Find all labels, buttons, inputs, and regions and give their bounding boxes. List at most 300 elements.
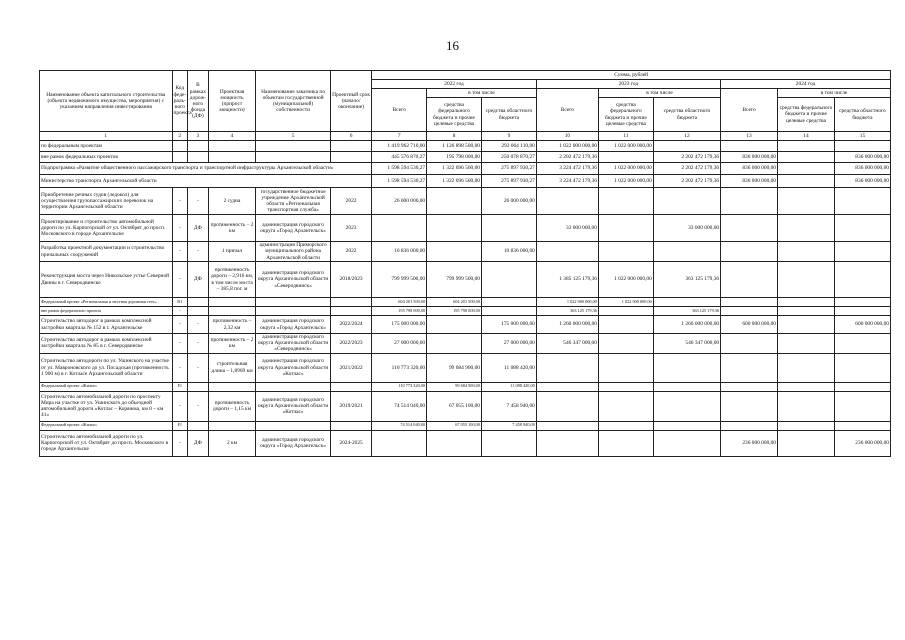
row-amount: 99 684 900,00 (427, 353, 482, 382)
row-code: F1 (172, 421, 188, 430)
row-amount (778, 163, 835, 175)
row-amount (834, 307, 890, 316)
row-amount (598, 382, 653, 391)
row-dfp: - (188, 316, 209, 334)
budget-table (39, 70, 891, 457)
table-header (40, 71, 891, 141)
row-code (172, 141, 188, 152)
header-term: Проектный срок (начало/ окончание) (330, 71, 371, 132)
row-amount (778, 430, 835, 456)
row-amount (653, 141, 720, 152)
row-term (330, 152, 371, 163)
row-amount: 799 999 500,00 (427, 262, 482, 298)
row-capacity: 2 км (208, 430, 256, 456)
row-code: F1 (172, 382, 188, 391)
header-incl-2024: в том числе (778, 89, 891, 98)
row-term: 2023 (330, 215, 371, 242)
table-row (40, 353, 891, 382)
row-term: 2022 (330, 188, 371, 215)
row-amount: 275 897 930,27 (481, 163, 536, 175)
row-amount (834, 421, 890, 430)
header-year-2024: 2024 год (721, 80, 891, 89)
row-amount (721, 307, 778, 316)
row-amount: 26 000 000,00 (481, 188, 536, 215)
row-amount: 33 000 000,00 (536, 215, 598, 242)
row-amount: 175 000 000,00 (481, 316, 536, 334)
row-amount: 195 798 000,00 (427, 307, 482, 316)
row-amount (598, 242, 653, 262)
row-term: 2018/2023 (330, 262, 371, 298)
row-amount: 546 347 000,00 (653, 334, 720, 354)
row-amount (481, 307, 536, 316)
row-amount (778, 382, 835, 391)
row-amount: 363 125 179,36 (536, 307, 598, 316)
row-amount: 445 576 870,27 (372, 152, 427, 163)
row-amount (598, 316, 653, 334)
row-amount: 74 514 040,00 (372, 421, 427, 430)
row-amount (834, 242, 890, 262)
row-amount (778, 307, 835, 316)
row-amount: 1 322 696 500,00 (427, 163, 482, 175)
row-amount (481, 298, 536, 307)
row-amount: 195 798 000,00 (372, 307, 427, 316)
row-amount (481, 262, 536, 298)
row-code: - (172, 262, 188, 298)
row-code: - (172, 242, 188, 262)
row-customer (256, 307, 331, 316)
row-amount (536, 382, 598, 391)
row-customer: администрация городского округа «Город Архангельск» (256, 215, 331, 242)
row-dfp (188, 152, 209, 163)
row-capacity: протяженность – 2 км (208, 334, 256, 354)
row-code: - (172, 391, 188, 421)
row-amount: 74 514 040,00 (372, 391, 427, 421)
table-row (40, 141, 891, 152)
row-amount (721, 262, 778, 298)
row-term: 2022/2024 (330, 316, 371, 334)
table-subrow (40, 307, 891, 316)
row-amount: 836 000 000,00 (721, 175, 778, 188)
row-dfp: - (188, 188, 209, 215)
column-number: 14 (778, 132, 835, 141)
row-amount (653, 430, 720, 456)
row-amount: 293 064 110,00 (481, 141, 536, 152)
row-name: по федеральным проектам (40, 141, 173, 152)
row-amount: 110 773 320,00 (372, 353, 427, 382)
row-name: Строительство автодорог в рамках комплексной застройки квартала № 152 в г. Архангельске (40, 316, 173, 334)
column-number: 5 (256, 132, 331, 141)
row-name: вне рамок федеральных проектов (40, 152, 173, 163)
row-capacity (208, 382, 256, 391)
row-amount: 1 598 594 530,27 (372, 175, 427, 188)
row-term: 2019/2021 (330, 391, 371, 421)
table-row (40, 262, 891, 298)
row-amount (536, 391, 598, 421)
row-capacity (208, 298, 256, 307)
row-term (330, 421, 371, 430)
row-amount (834, 262, 890, 298)
row-amount (834, 391, 890, 421)
row-amount: 836 000 000,00 (834, 163, 890, 175)
row-amount (427, 188, 482, 215)
row-amount (653, 421, 720, 430)
row-code: - (172, 188, 188, 215)
row-amount: 836 000 000,00 (721, 163, 778, 175)
row-amount (834, 353, 890, 382)
row-amount: 1 022 000 000,00 (598, 175, 653, 188)
row-term (330, 141, 371, 152)
row-amount: 27 000 000,00 (372, 334, 427, 354)
row-dfp: - (188, 391, 209, 421)
row-amount: 836 000 000,00 (834, 175, 890, 188)
table-row (40, 391, 891, 421)
column-number: 1 (40, 132, 173, 141)
row-customer (256, 298, 331, 307)
row-amount: 27 000 000,00 (481, 334, 536, 354)
row-amount (778, 334, 835, 354)
row-amount: 195 798 000,00 (427, 152, 482, 163)
row-capacity: протяженность – 2,32 км (208, 316, 256, 334)
row-amount (427, 316, 482, 334)
row-amount (778, 353, 835, 382)
row-term (330, 298, 371, 307)
row-amount (598, 307, 653, 316)
row-dfp: - (188, 242, 209, 262)
row-amount: 275 897 930,27 (481, 175, 536, 188)
row-amount: 110 773 320,00 (372, 382, 427, 391)
row-amount (778, 152, 835, 163)
row-amount: 11 088 420,00 (481, 353, 536, 382)
row-dfp: ДФ (188, 215, 209, 242)
header-total-2022: Всего (372, 89, 427, 132)
row-amount: 1 260 000 000,00 (653, 316, 720, 334)
row-amount: 33 000 000,00 (653, 215, 720, 242)
row-amount: 11 088 420,00 (481, 382, 536, 391)
row-amount (653, 353, 720, 382)
header-incl-2023: в том числе (598, 89, 720, 98)
row-name: вне рамок федерального проекта (40, 307, 173, 316)
row-code: - (172, 334, 188, 354)
row-amount: 1 385 125 179,36 (536, 262, 598, 298)
column-number: 10 (536, 132, 598, 141)
row-code: - (172, 353, 188, 382)
row-name: Подпрограмма «Развитие общественного пассажирского транспорта и транспортной инфраструктуры Архангельской области» (40, 163, 372, 175)
row-capacity: строительная длина – 1,8969 км (208, 353, 256, 382)
header-fed-2022: средства федерального бюджета и прочие целевые средства (427, 98, 482, 132)
row-name: Федеральный проект «Жилье» (40, 421, 173, 430)
row-amount: 99 684 900,00 (427, 382, 482, 391)
row-amount: 236 000 000,00 (834, 430, 890, 456)
header-fed-2024: средства федерального бюджета и прочие целевые средства (778, 98, 835, 132)
row-amount: 1 022 000 000,00 (598, 141, 653, 152)
row-dfp (188, 382, 209, 391)
row-amount: 546 347 000,00 (536, 334, 598, 354)
table-row (40, 316, 891, 334)
row-term: 2021/2022 (330, 353, 371, 382)
row-amount (778, 298, 835, 307)
row-amount: 2 202 472 179,36 (653, 175, 720, 188)
row-name: Строительство автомобильной дороги по проспекту Мира на участке от ул. Ушинского до объездной автомобильной дороги «Котлас – Коряжма, км 0 – км 41» (40, 391, 173, 421)
row-dfp: ДФ (188, 430, 209, 456)
row-amount (778, 188, 835, 215)
header-dfp: В рамках дорож-ного фонда (ДФ) (188, 71, 209, 132)
row-amount (834, 382, 890, 391)
table-row (40, 152, 891, 163)
row-code: - (172, 316, 188, 334)
table-subrow (40, 382, 891, 391)
row-customer: администрация Приморского муниципального района Архангельской области (256, 242, 331, 262)
row-name: Строительство автомобильной дороги по ул. Карпогорской от ул. Октябрят до просп. Московского в городе Архангельске (40, 430, 173, 456)
column-number: 15 (834, 132, 890, 141)
row-capacity: 2 судна (208, 188, 256, 215)
row-amount (536, 430, 598, 456)
table-row (40, 163, 891, 175)
row-amount (372, 430, 427, 456)
row-customer: администрация городского округа Архангельской области «Северодвинск» (256, 334, 331, 354)
row-amount: 1 022 000 000,00 (598, 262, 653, 298)
row-amount: 1 598 594 530,27 (372, 163, 427, 175)
row-amount (481, 430, 536, 456)
row-code: - (172, 307, 188, 316)
row-amount: 1 419 962 710,00 (372, 141, 427, 152)
row-amount (536, 421, 598, 430)
row-amount: 363 125 179,36 (653, 262, 720, 298)
row-amount: 604 201 500,00 (427, 298, 482, 307)
row-amount: 1 126 898 500,00 (427, 141, 482, 152)
row-amount (778, 391, 835, 421)
row-amount: 600 000 000,00 (721, 316, 778, 334)
row-customer: администрация городского округа Архангельской области «Северодвинск» (256, 262, 331, 298)
row-amount: 7 458 940,00 (481, 421, 536, 430)
row-capacity (208, 152, 256, 163)
row-amount: 250 078 870,27 (481, 152, 536, 163)
row-term: 2024-2025 (330, 430, 371, 456)
header-incl-2022: в том числе (427, 89, 537, 98)
row-dfp (188, 307, 209, 316)
row-amount (778, 215, 835, 242)
row-amount (653, 391, 720, 421)
row-amount (834, 334, 890, 354)
row-name: Разработка проектной документации и строительство причальных сооружений (40, 242, 173, 262)
row-amount: 2 202 472 179,36 (536, 152, 598, 163)
row-amount (653, 298, 720, 307)
header-fed-2023: средства федерального бюджета и прочие целевые средства (598, 98, 653, 132)
row-name: Федеральный проект «Региональная и местная дорожная сеть» (40, 298, 173, 307)
row-name: Реконструкция моста через Никольское устье Северной Двины в г. Северодвинске (40, 262, 173, 298)
row-amount: 2 202 472 179,36 (653, 163, 720, 175)
row-amount (721, 298, 778, 307)
row-amount: 7 458 940,00 (481, 391, 536, 421)
row-amount: 836 000 000,00 (834, 152, 890, 163)
row-capacity: протяженность дороги – 2,916 км, в том числе моста – 385,8 пог. м (208, 262, 256, 298)
row-amount (598, 215, 653, 242)
row-amount (598, 421, 653, 430)
row-customer (256, 382, 331, 391)
row-dfp (188, 421, 209, 430)
row-amount (598, 391, 653, 421)
header-total-2024: Всего (721, 89, 778, 132)
row-customer (256, 152, 331, 163)
row-capacity: протяженность дороги – 1,15 км (208, 391, 256, 421)
row-amount (778, 242, 835, 262)
page-number: 16 (446, 38, 459, 53)
row-capacity (208, 307, 256, 316)
row-amount (536, 242, 598, 262)
row-amount: 1 022 000 000,00 (536, 141, 598, 152)
row-customer: администрация городского округа Архангельской области «Котлас» (256, 391, 331, 421)
row-term: 2022 (330, 242, 371, 262)
row-customer (256, 421, 331, 430)
row-amount (598, 334, 653, 354)
header-reg-2023: средства областного бюджета (653, 98, 720, 132)
row-name: Федеральный проект «Жилье» (40, 382, 173, 391)
table-row (40, 242, 891, 262)
row-term (330, 382, 371, 391)
row-amount: 67 055 100,00 (427, 421, 482, 430)
column-number: 9 (481, 132, 536, 141)
row-amount (427, 215, 482, 242)
row-code: - (172, 430, 188, 456)
row-amount (721, 353, 778, 382)
row-customer: администрация городского округа «Город Архангельск» (256, 316, 331, 334)
row-code (172, 152, 188, 163)
row-amount (834, 298, 890, 307)
table-row (40, 188, 891, 215)
row-amount: 2 202 472 179,36 (653, 152, 720, 163)
row-amount: 799 999 500,00 (372, 262, 427, 298)
header-sum: Сумма, рублей (372, 71, 891, 80)
row-name: Строительство автодорог в рамках комплексной застройки квартала № 85 в г. Северодвинске (40, 334, 173, 354)
row-amount (427, 242, 482, 262)
row-amount (721, 215, 778, 242)
column-number: 2 (172, 132, 188, 141)
row-term: 2022/2023 (330, 334, 371, 354)
row-capacity: протяженность – 2 км (208, 215, 256, 242)
row-amount (653, 242, 720, 262)
row-amount (778, 141, 835, 152)
column-number: 7 (372, 132, 427, 141)
row-amount (721, 188, 778, 215)
row-amount (536, 188, 598, 215)
column-number: 6 (330, 132, 371, 141)
header-total-2023: Всего (536, 89, 598, 132)
row-amount: 67 055 100,00 (427, 391, 482, 421)
table-subrow (40, 421, 891, 430)
row-amount: 3 224 472 179,36 (536, 163, 598, 175)
row-amount (721, 141, 778, 152)
table-row (40, 334, 891, 354)
row-term (330, 307, 371, 316)
row-amount (598, 353, 653, 382)
row-customer: администрация городского округа Архангельской области «Котлас» (256, 353, 331, 382)
row-amount (598, 152, 653, 163)
header-code: Код феде-раль-ного проекта (172, 71, 188, 132)
row-amount (778, 262, 835, 298)
row-amount (536, 353, 598, 382)
header-capacity: Проектная мощность (прирост мощности) (208, 71, 256, 132)
row-amount: 1 322 696 500,00 (427, 175, 482, 188)
row-amount (778, 175, 835, 188)
row-capacity (208, 141, 256, 152)
table-row (40, 215, 891, 242)
row-amount (372, 215, 427, 242)
row-amount: 836 000 000,00 (721, 152, 778, 163)
row-amount: 1 022 000 000,00 (598, 163, 653, 175)
row-amount: 236 000 000,00 (721, 430, 778, 456)
column-number: 11 (598, 132, 653, 141)
row-amount: 1 260 000 000,00 (536, 316, 598, 334)
row-amount (653, 382, 720, 391)
row-amount (721, 242, 778, 262)
header-customer: Наименование заказчика по объектам государственной (муниципальной) собственности (256, 71, 331, 132)
column-number: 13 (721, 132, 778, 141)
column-number: 12 (653, 132, 720, 141)
row-amount (778, 316, 835, 334)
row-capacity (208, 421, 256, 430)
row-code: R1 (172, 298, 188, 307)
row-name: Строительство автодороги по ул. Ушинского на участке от ул. Мавроновского до ул. Посадская (протяженность 1 900 м) в г. Котласе Архангельской области (40, 353, 173, 382)
row-customer: администрация городского округа «Город Архангельск» (256, 430, 331, 456)
table-body (40, 141, 891, 457)
row-capacity: 1 причал (208, 242, 256, 262)
row-amount (834, 188, 890, 215)
row-amount: 10 836 000,00 (481, 242, 536, 262)
table-row (40, 430, 891, 456)
row-dfp: - (188, 334, 209, 354)
row-amount (721, 421, 778, 430)
row-amount (721, 334, 778, 354)
row-amount (427, 430, 482, 456)
row-amount (778, 421, 835, 430)
column-number-row (40, 132, 891, 141)
row-amount: 10 836 000,00 (372, 242, 427, 262)
row-amount: 26 000 000,00 (372, 188, 427, 215)
row-amount: 175 000 000,00 (372, 316, 427, 334)
row-customer (256, 141, 331, 152)
row-amount (598, 188, 653, 215)
row-customer: государственное бюджетное учреждение Архангельской области «Региональная транспортная служба» (256, 188, 331, 215)
column-number: 3 (188, 132, 209, 141)
row-name: Приобретение речных судов (ледокол) для осуществления грузопассажирских перевозок на территории Архангельской области (40, 188, 173, 215)
row-amount (721, 382, 778, 391)
row-amount (481, 215, 536, 242)
row-amount (427, 334, 482, 354)
row-dfp: - (188, 353, 209, 382)
row-dfp (188, 298, 209, 307)
row-amount (653, 188, 720, 215)
row-amount: 363 125 179,36 (653, 307, 720, 316)
header-year-2022: 2022 год (372, 80, 537, 89)
row-amount (721, 391, 778, 421)
header-year-2023: 2023 год (536, 80, 720, 89)
header-reg-2022: средства областного бюджета (481, 98, 536, 132)
header-object: Наименование объекта капитального строительства (объекта недвижимого имущества, мероприятия) с указанием направления инвестирования (40, 71, 173, 132)
header-reg-2024: средства областного бюджета (834, 98, 890, 132)
row-name: Министерство транспорта Архангельской области (40, 175, 372, 188)
row-amount: 1 022 000 000,00 (536, 298, 598, 307)
column-number: 8 (427, 132, 482, 141)
row-amount: 1 022 000 000,00 (598, 298, 653, 307)
column-number: 4 (208, 132, 256, 141)
row-amount: 600 000 000,00 (834, 316, 890, 334)
row-name: Проектирование и строительство автомобильной дороги по ул. Карпогорской от ул. Октябрят до просп. Московского в городе Архангельске (40, 215, 173, 242)
row-amount (598, 430, 653, 456)
row-dfp: ДФ (188, 262, 209, 298)
row-amount: 604 201 500,00 (372, 298, 427, 307)
row-amount (834, 215, 890, 242)
row-code: - (172, 215, 188, 242)
table-subrow (40, 298, 891, 307)
